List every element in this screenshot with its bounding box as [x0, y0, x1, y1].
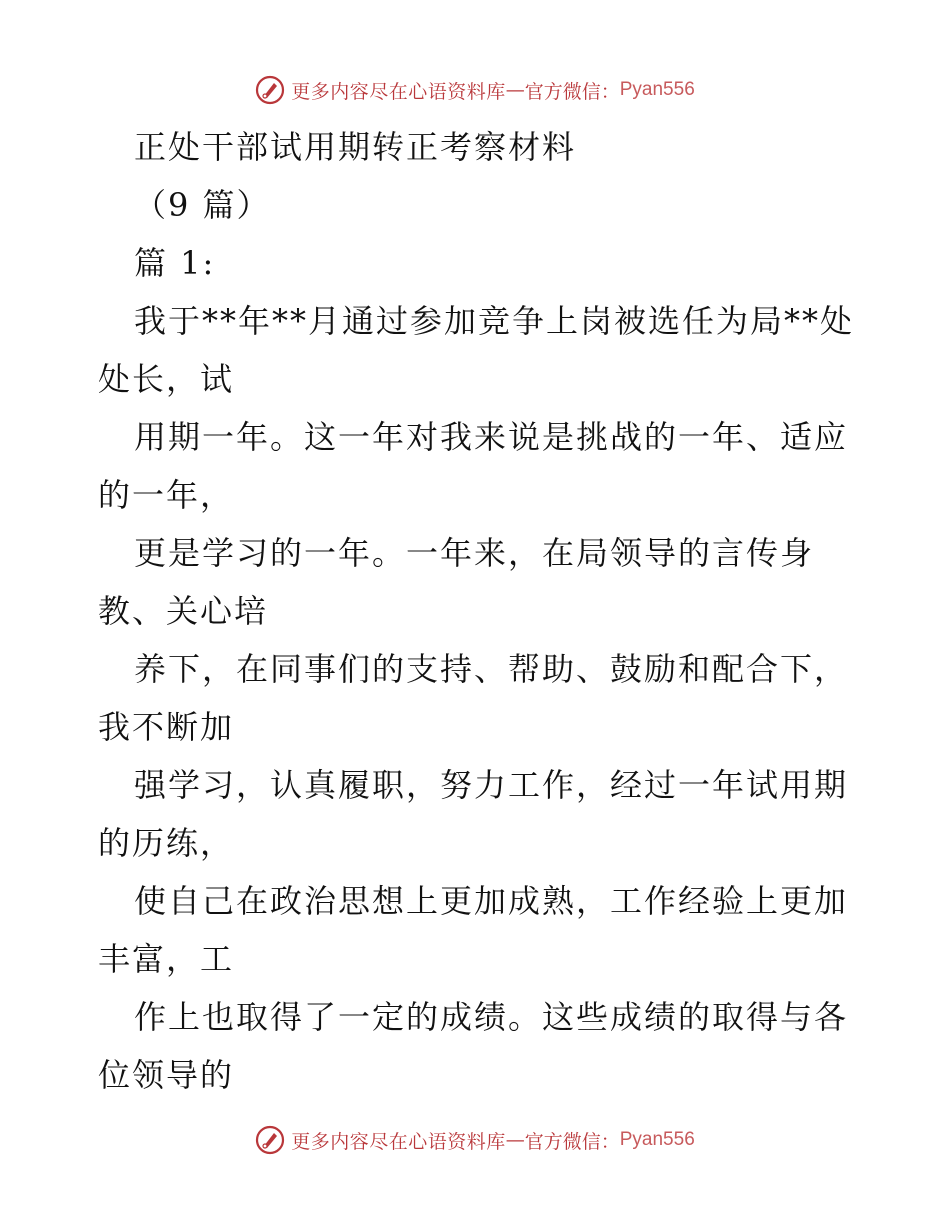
paragraph — [98, 292, 858, 1104]
text-line: 更是学习的一年。一年来，在局领导的言传身 — [134, 534, 815, 572]
text-line: 丰富，工 — [98, 940, 235, 978]
text-line: 的一年， — [98, 476, 235, 514]
watermark-contact-label: 官方微信： — [524, 80, 620, 103]
watermark-separator: — — [505, 1129, 525, 1151]
text-line: 处长，试 — [98, 360, 235, 398]
text-line: 强学习，认真履职，努力工作，经过一年试用期 — [134, 766, 849, 804]
text-line: 养下，在同事们的支持、帮助、鼓励和配合下， — [134, 650, 849, 688]
pen-nib-logo-icon — [255, 1125, 285, 1155]
watermark-text: 更多内容尽在心语资料库 — [291, 1130, 506, 1153]
document-title: 正处干部试用期转正考察材料 — [134, 128, 577, 166]
watermark-contact-id: Pyan556 — [619, 1129, 695, 1150]
watermark-separator: — — [505, 79, 525, 101]
text-line: 位领导的 — [98, 1056, 235, 1094]
watermark-text: 更多内容尽在心语资料库 — [291, 80, 506, 103]
header-watermark-banner — [0, 70, 950, 110]
document-body — [98, 118, 858, 1104]
watermark-contact-label: 官方微信： — [524, 1130, 620, 1153]
text-line: 使自己在政治思想上更加成熟，工作经验上更加 — [134, 882, 849, 920]
footer-watermark-banner — [0, 1120, 950, 1160]
text-line: 用期一年。这一年对我来说是挑战的一年、适应 — [134, 418, 849, 456]
text-line: 教、关心培 — [98, 592, 269, 630]
text-line: 的历练， — [98, 824, 235, 862]
document-subtitle: （9 篇） — [134, 186, 271, 224]
text-line: 我不断加 — [98, 708, 235, 746]
text-line: 作上也取得了一定的成绩。这些成绩的取得与各 — [134, 998, 849, 1036]
pen-nib-logo-icon — [255, 75, 285, 105]
text-line: 我于**年**月通过参加竞争上岗被选任为局**处 — [134, 302, 855, 340]
section-label: 篇 1: — [134, 244, 216, 282]
watermark-contact-id: Pyan556 — [619, 79, 695, 100]
